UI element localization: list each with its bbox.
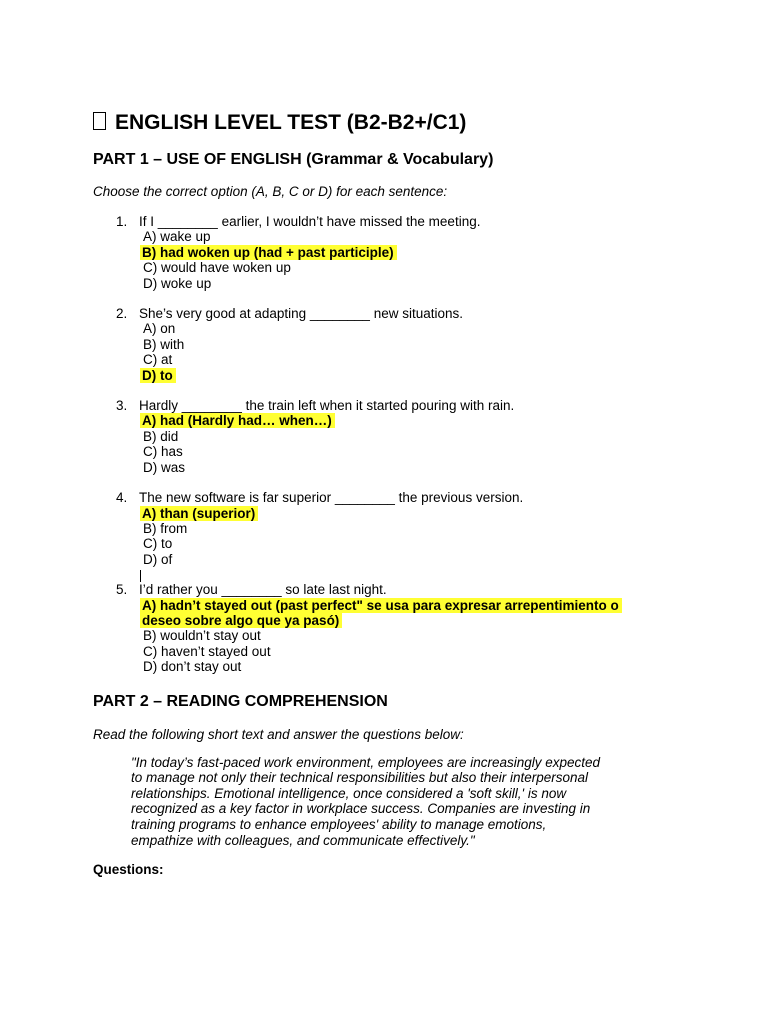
- option-a: A) on: [143, 321, 176, 337]
- question-number: 2.: [116, 306, 128, 322]
- option-d-highlighted: D) to: [140, 368, 176, 383]
- option-c: C) at: [143, 352, 173, 368]
- question-stem: Hardly ________ the train left when it started pouring with rain.: [139, 398, 515, 414]
- questions-label: Questions:: [93, 862, 164, 878]
- option-c: C) haven’t stayed out: [143, 643, 271, 659]
- question-2: [93, 306, 713, 383]
- test-title: [93, 110, 713, 136]
- option-b: B) wouldn’t stay out: [143, 628, 261, 644]
- missing-glyph-icon: [93, 112, 106, 130]
- option-d: D) of: [143, 551, 173, 567]
- question-4: [93, 490, 713, 582]
- part2-heading: PART 2 – READING COMPREHENSION: [93, 692, 388, 710]
- question-3: [93, 398, 713, 475]
- question-number: 1.: [116, 214, 128, 229]
- option-c: C) to: [143, 536, 173, 552]
- question-5: [93, 582, 713, 674]
- option-b: B) with: [143, 336, 185, 352]
- question-stem: She’s very good at adapting ________ new situations.: [139, 306, 463, 322]
- option-a-highlighted: A) had (Hardly had… when…): [140, 413, 335, 428]
- passage-line: training programs to enhance employees' ability to manage emotions,: [131, 816, 547, 832]
- option-b: B) did: [143, 428, 179, 444]
- part1-heading: PART 1 – USE OF ENGLISH (Grammar & Vocabulary): [93, 151, 494, 168]
- option-c: C) would have woken up: [143, 260, 291, 276]
- part2-instructions: Read the following short text and answer the questions below:: [93, 726, 464, 742]
- question-stem: I’d rather you ________ so late last night.: [139, 582, 387, 598]
- option-d: D) woke up: [143, 275, 212, 291]
- passage-line: recognized as a key factor in workplace success. Companies are investing in: [131, 801, 591, 817]
- option-a-highlighted: A) than (superior): [140, 506, 258, 521]
- passage-line: to manage not only their technical responsibilities but also their interpersonal: [131, 770, 589, 786]
- question-stem: The new software is far superior ________ the previous version.: [139, 490, 524, 506]
- text-cursor: [140, 567, 713, 582]
- option-d: D) was: [143, 459, 186, 475]
- question-stem: If I ________ earlier, I wouldn’t have missed the meeting.: [139, 214, 481, 229]
- reading-passage: [131, 755, 641, 849]
- option-b: B) from: [143, 520, 188, 536]
- question-number: 4.: [116, 490, 128, 506]
- question-number: 5.: [116, 582, 128, 598]
- option-a-highlighted: A) hadn’t stayed out (past perfect" se usa para expresar arrepentimiento o deseo sobre algo que ya pasó): [140, 598, 622, 628]
- test-title-text: ENGLISH LEVEL TEST (B2-B2+/C1): [115, 111, 467, 134]
- passage-line: "In today’s fast-paced work environment, employees are increasingly expected: [131, 754, 601, 770]
- document-page: [93, 110, 713, 877]
- part1-instructions: Choose the correct option (A, B, C or D) for each sentence:: [93, 184, 448, 199]
- passage-line: empathize with colleagues, and communicate effectively.": [131, 832, 475, 848]
- passage-line: relationships. Emotional intelligence, once considered a 'soft skill,' is now: [131, 785, 567, 801]
- option-c: C) has: [143, 444, 183, 460]
- option-b-highlighted: B) had woken up (had + past participle): [140, 245, 397, 260]
- option-a: A) wake up: [143, 229, 211, 245]
- option-d: D) don’t stay out: [143, 659, 242, 675]
- question-1: [93, 214, 713, 291]
- question-number: 3.: [116, 398, 128, 414]
